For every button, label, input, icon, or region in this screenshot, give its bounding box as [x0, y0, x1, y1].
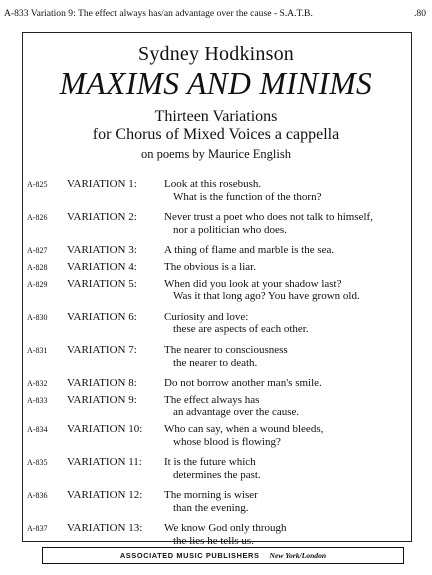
- variation-text-line-2: whose blood is flowing?: [173, 435, 281, 448]
- publisher-city: New York/London: [269, 551, 327, 560]
- header-line: [4, 8, 426, 22]
- variation-row: [27, 278, 407, 303]
- catalog-number: A-829: [27, 279, 48, 289]
- variation-text-line-2: these are aspects of each other.: [173, 323, 309, 336]
- catalog-number: A-834: [27, 424, 48, 434]
- variation-row: [27, 261, 407, 274]
- catalog-number: A-837: [27, 524, 48, 534]
- variation-row: [27, 344, 407, 369]
- variation-text-line-1: The nearer to consciousness: [164, 343, 288, 356]
- subtitle-line-1: Thirteen Variations: [154, 108, 278, 125]
- variation-text-line-2: the nearer to death.: [173, 356, 258, 369]
- catalog-number: A-832: [27, 379, 48, 389]
- variation-text: [164, 456, 407, 481]
- variation-text-line-2: What is the function of the thorn?: [173, 190, 322, 203]
- variation-label: VARIATION 5:: [67, 277, 137, 290]
- variation-text-line-1: Who can say, when a wound bleeds,: [164, 422, 324, 435]
- variation-text-line-1: The morning is wiser: [164, 489, 258, 502]
- variation-text-line-1: Look at this rosebush.: [164, 178, 262, 190]
- variation-text-line-1: Curiosity and love:: [164, 310, 249, 323]
- catalog-number: A-828: [27, 262, 48, 272]
- variation-label: VARIATION 6:: [67, 310, 137, 323]
- variation-text: [164, 178, 407, 203]
- variation-label: VARIATION 2:: [67, 211, 137, 224]
- variation-label: VARIATION 11:: [67, 456, 142, 469]
- publisher-footer: [42, 547, 404, 564]
- variation-label: VARIATION 9:: [67, 393, 137, 406]
- catalog-number: A-831: [27, 345, 48, 355]
- variation-text-line-1: A thing of flame and marble is the sea.: [164, 244, 335, 257]
- work-title: MAXIMS AND MINIMS: [59, 66, 373, 101]
- variation-text-line-1: It is the future which: [164, 456, 256, 469]
- variation-text-line-1: The obvious is a liar.: [164, 260, 256, 273]
- variation-text: [164, 377, 407, 390]
- variation-label: VARIATION 13:: [67, 522, 143, 535]
- variation-text: [164, 394, 407, 419]
- variation-row: [27, 377, 407, 390]
- variation-row: [27, 456, 407, 481]
- variation-row: [27, 311, 407, 336]
- variation-row: [27, 423, 407, 448]
- price: .80: [414, 8, 426, 19]
- variation-text-line-2: nor a politician who does.: [173, 223, 287, 236]
- subtitle-line-2: for Chorus of Mixed Voices a cappella: [92, 126, 340, 143]
- catalog-number: A-836: [27, 491, 48, 501]
- work-subtitle: [0, 108, 432, 144]
- variation-row: [27, 178, 407, 203]
- variation-label: VARIATION 1:: [67, 178, 137, 190]
- variation-row: [27, 244, 407, 257]
- variation-text-line-1: When did you look at your shadow last?: [164, 277, 342, 290]
- variation-label: VARIATION 8:: [67, 377, 137, 390]
- poems-by: on poems by Maurice English: [141, 147, 291, 161]
- variation-row: [27, 489, 407, 514]
- variation-text-line-2: determines the past.: [173, 468, 261, 481]
- variation-text: [164, 522, 407, 547]
- variation-label: VARIATION 10:: [67, 422, 143, 435]
- variation-text: [164, 278, 407, 303]
- variation-list: [27, 178, 407, 548]
- variation-label: VARIATION 4:: [67, 260, 137, 273]
- composer-name: Sydney Hodkinson: [138, 43, 294, 65]
- variation-label: VARIATION 7:: [67, 343, 137, 356]
- catalog-number: A-835: [27, 458, 48, 468]
- variation-text: [164, 261, 407, 274]
- variation-label: VARIATION 12:: [67, 489, 143, 502]
- variation-label: VARIATION 3:: [67, 244, 137, 257]
- variation-row: [27, 522, 407, 547]
- variation-text: [164, 244, 407, 257]
- publisher-name: ASSOCIATED MUSIC PUBLISHERS: [119, 551, 260, 560]
- variation-text-line-1: We know God only through: [164, 522, 287, 535]
- catalog-number: A-833: [27, 395, 48, 405]
- catalog-number: A-830: [27, 312, 48, 322]
- variation-text: [164, 211, 407, 236]
- variation-text-line-1: Never trust a poet who does not talk to himself,: [164, 211, 373, 224]
- variation-text: [164, 311, 407, 336]
- catalog-number: A-826: [27, 213, 48, 223]
- variation-text-line-2: Was it that long ago? You have grown old.: [173, 290, 360, 303]
- variation-text-line-2: than the evening.: [173, 501, 249, 514]
- variation-text-line-1: The effect always has: [164, 393, 260, 406]
- variation-text: [164, 489, 407, 514]
- variation-text-line-2: the lies he tells us.: [173, 535, 254, 548]
- catalog-number: A-827: [27, 246, 48, 256]
- variation-text: [164, 423, 407, 448]
- catalog-number: A-825: [27, 180, 48, 189]
- variation-text: [164, 344, 407, 369]
- catalog-line: A-833 Variation 9: The effect always has/an advantage over the cause - S.A.T.B.: [4, 8, 313, 19]
- variation-row: [27, 211, 407, 236]
- variation-text-line-2: an advantage over the cause.: [173, 406, 300, 419]
- variation-row: [27, 394, 407, 419]
- variation-text-line-1: Do not borrow another man's smile.: [164, 377, 322, 390]
